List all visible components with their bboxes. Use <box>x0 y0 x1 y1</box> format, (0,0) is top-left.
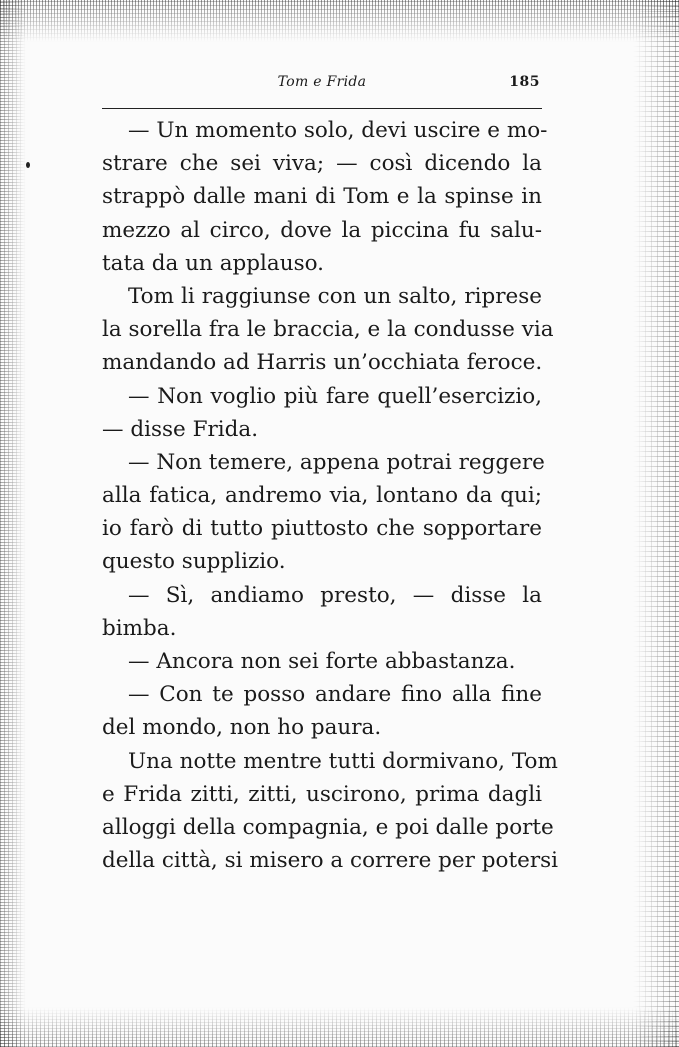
text-line: — Non temere, appena potrai reggere <box>128 449 545 475</box>
text-line: Una notte mentre tutti dormivano, Tom <box>128 748 558 774</box>
text-line: strare che sei viva; — così dicendo la <box>102 151 542 177</box>
text-line: — Un momento solo, devi uscire e mo- <box>128 118 548 143</box>
body-text <box>102 114 559 877</box>
text-line: e Frida zitti, zitti, uscirono, prima dagli <box>102 781 542 807</box>
text-line: alla fatica, andremo via, lontano da qui; <box>102 483 542 509</box>
scan-speck <box>26 162 30 168</box>
header-rule <box>102 108 542 109</box>
text-line: — Ancora non sei forte abbastanza. <box>128 649 516 674</box>
scan-edge-right <box>633 0 679 1047</box>
text-line: tata da un applauso. <box>102 250 325 276</box>
text-line: del mondo, non ho paura. <box>102 715 382 741</box>
text-line: la sorella fra le braccia, e la condusse via <box>102 317 554 343</box>
text-line: questo supplizio. <box>102 549 286 575</box>
text-line: mandando ad Harris un’occhiata feroce. <box>102 350 543 376</box>
running-title: Tom e Frida <box>277 74 367 90</box>
text-line: — Con te posso andare fino alla fine <box>128 682 542 708</box>
text-line: bimba. <box>102 615 177 641</box>
text-line: — disse Frida. <box>102 416 259 442</box>
text-line: Tom li raggiunse con un salto, riprese <box>128 283 542 309</box>
scan-edge-top <box>0 0 679 42</box>
text-line: — Sì, andiamo presto, — disse la <box>128 582 542 608</box>
text-line: mezzo al circo, dove la piccina fu salu- <box>102 217 542 243</box>
text-line: — Non voglio più fare quell’esercizio, <box>128 383 542 409</box>
scan-edge-left <box>0 0 26 1047</box>
page-header <box>102 72 542 94</box>
text-line: della città, si misero a correre per potersi <box>102 848 559 874</box>
text-line: strappò dalle mani di Tom e la spinse in <box>102 184 542 210</box>
text-line: io farò di tutto piuttosto che sopportare <box>102 516 542 542</box>
page-number: 185 <box>509 74 540 90</box>
text-line: alloggi della compagnia, e poi dalle porte <box>102 814 554 840</box>
scan-edge-bottom <box>0 1007 679 1047</box>
